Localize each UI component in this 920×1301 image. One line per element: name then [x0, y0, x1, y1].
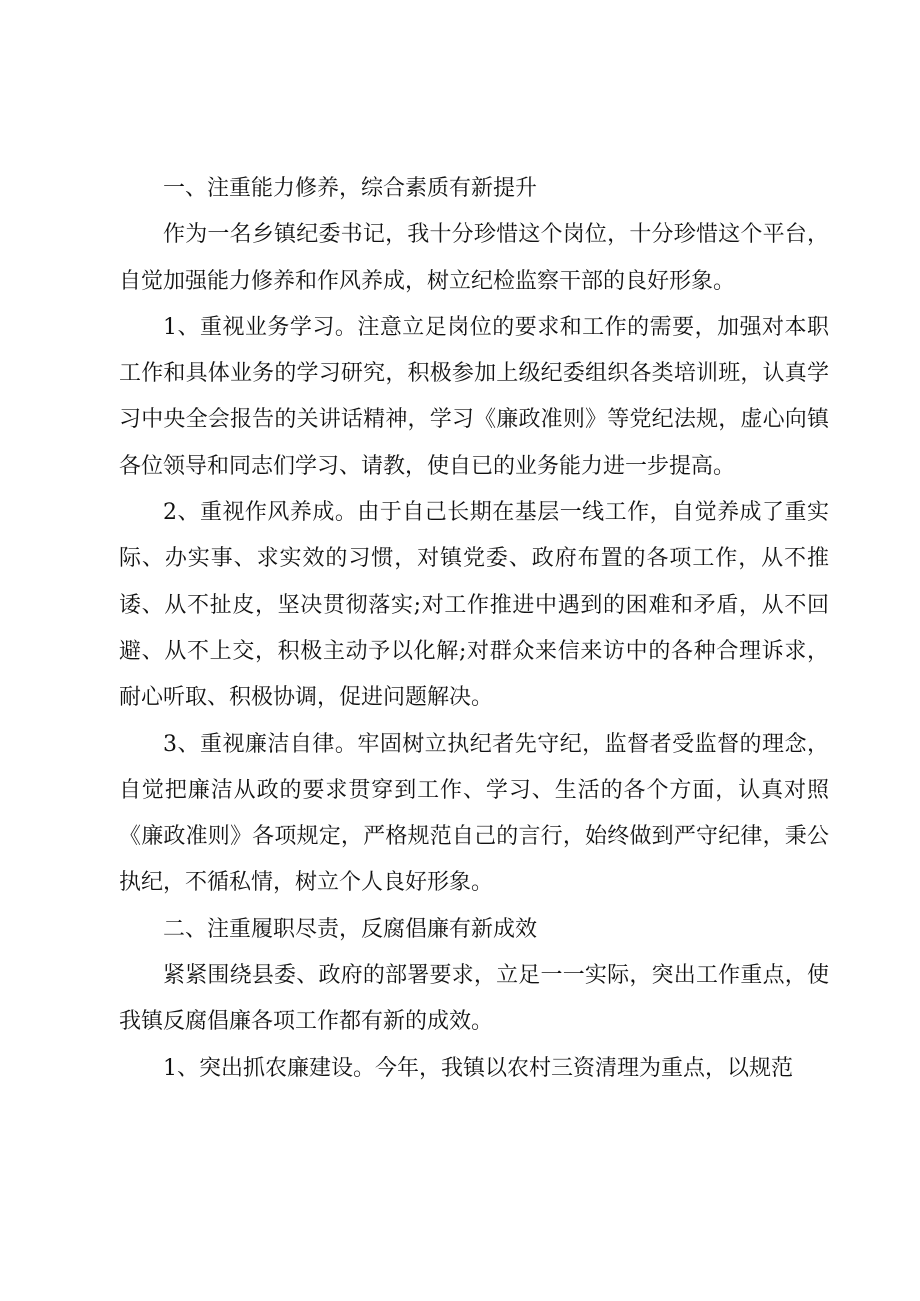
paragraph-section-2-intro: 紧紧围绕县委、政府的部署要求，立足一一实际，突出工作重点，使我镇反腐倡廉各项工作都有新的成效。	[119, 963, 829, 1035]
document-body	[119, 166, 829, 1092]
paragraph-section-2-item-1: 1、突出抓农廉建设。今年，我镇以农村三资清理为重点，以规范	[163, 1055, 793, 1081]
paragraph-item-2: 2、重视作风养成。由于自己长期在基层一线工作，自觉养成了重实际、办实事、求实效的习惯，对镇党委、政府布置的各项工作，从不推诿、从不扯皮，坚决贯彻落实;对工作推进中遇到的困难和矛盾，从不回避、从不上交，积极主动予以化解;对群众来信来访中的各种合理诉求，耐心听取、积极协调，促进问题解决。	[119, 500, 829, 711]
section-heading-2: 二、注重履职尽责，反腐倡廉有新成效	[163, 916, 538, 942]
paragraph-intro: 作为一名乡镇纪委书记，我十分珍惜这个岗位，十分珍惜这个平台，自觉加强能力修养和作风养成，树立纪检监察干部的良好形象。	[119, 222, 829, 294]
paragraph-item-3: 3、重视廉洁自律。牢固树立执纪者先守纪，监督者受监督的理念，自觉把廉洁从政的要求贯穿到工作、学习、生活的各个方面，认真对照《廉政准则》各项规定，严格规范自己的言行，始终做到严守纪律，秉公执纪，不循私情，树立个人良好形象。	[119, 731, 829, 896]
section-heading-1: 一、注重能力修养，综合素质有新提升	[163, 176, 538, 201]
paragraph-item-1: 1、重视业务学习。注意立足岗位的要求和工作的需要，加强对本职工作和具体业务的学习研究，积极参加上级纪委组织各类培训班，认真学习中央全会报告的关讲话精神，学习《廉政准则》等党纪法规，虚心向镇各位领导和同志们学习、请教，使自已的业务能力进一步提高。	[119, 314, 829, 479]
